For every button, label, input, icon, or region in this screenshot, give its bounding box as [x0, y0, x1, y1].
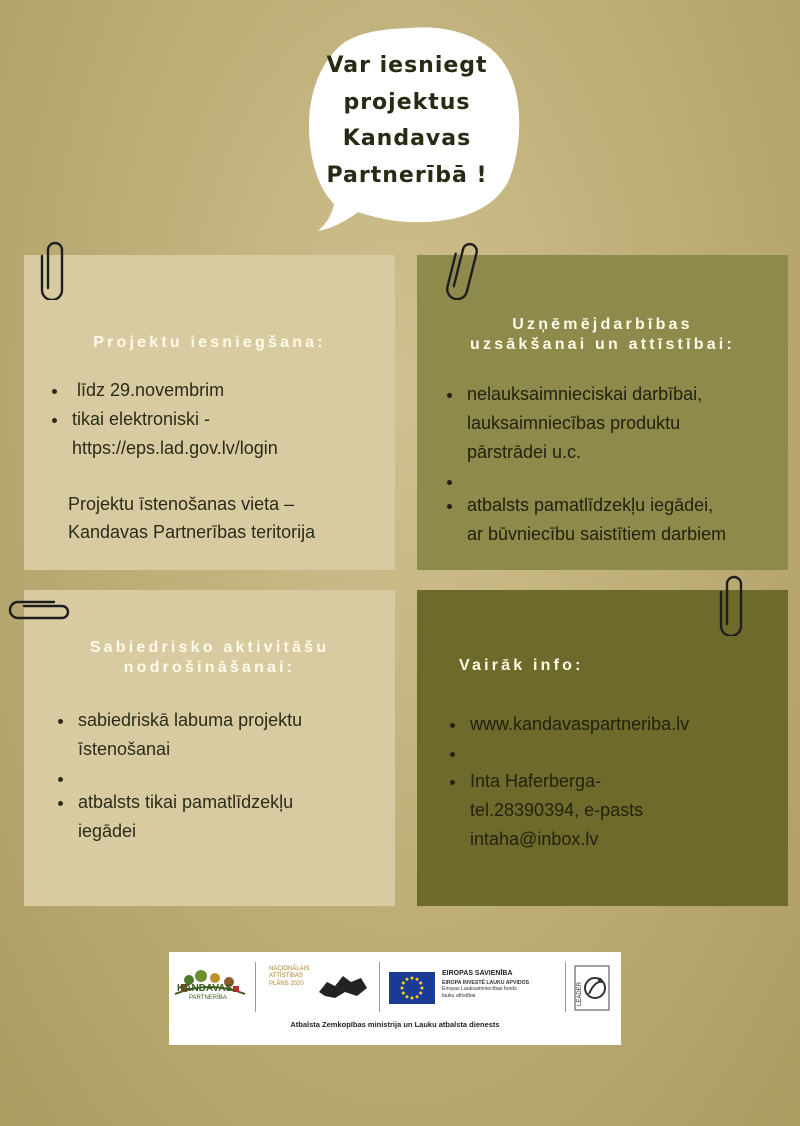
- website-link[interactable]: www.kandavaspartneriba.lv: [470, 714, 690, 734]
- card-heading: Sabiedrisko aktivitāšu nodrošināšanai:: [89, 639, 330, 676]
- list-item: sabiedriskā labuma projektu īstenošanai: [58, 706, 302, 764]
- list-item: Inta Haferberga- tel.28390394, e-pasts intaha@inbox.lv: [450, 767, 689, 854]
- leader-logo: [573, 964, 611, 1012]
- kandavas-logo-text: KANDAVAS: [177, 983, 233, 994]
- svg-text:LEADER: LEADER: [577, 981, 583, 1006]
- bubble-line-1: Var iesniegt: [326, 53, 488, 78]
- spacer: [450, 739, 689, 767]
- divider: [379, 962, 380, 1012]
- eu-flag-icon: [389, 972, 435, 1004]
- card-uznemejdarbibas: [417, 255, 788, 570]
- logos-strip: [169, 952, 621, 1045]
- card-vairak-info: [417, 590, 788, 906]
- bubble-line-4: Partnerībā !: [326, 162, 488, 188]
- card-projektu-iesniegsana: [24, 255, 395, 570]
- card-heading: Projektu iesniegšana:: [93, 334, 326, 351]
- latvia-map-icon: [317, 968, 369, 1004]
- list-item: atbalsts pamatlīdzekļu iegādei, ar būvniecību saistītiem darbiem: [447, 491, 726, 549]
- card-list: [58, 706, 302, 846]
- email-link[interactable]: intaha@inbox.lv: [470, 829, 599, 849]
- paperclip-icon: [716, 574, 746, 636]
- paperclip-icon: [446, 240, 480, 300]
- card-heading: Vairāk info:: [459, 657, 584, 674]
- divider: [565, 962, 566, 1012]
- list-item: [450, 710, 689, 739]
- divider: [255, 962, 256, 1012]
- list-item: atbalsts tikai pamatlīdzekļu iegādei: [58, 788, 302, 846]
- list-item: līdz 29.novembrim: [52, 376, 278, 405]
- bubble-line-3: Kandavas: [342, 126, 472, 151]
- list-item: tikai elektroniski - https://eps.lad.gov.lv/login: [52, 405, 278, 463]
- bubble-title: [322, 48, 492, 194]
- list-item: nelauksaimnieciskai darbībai, lauksaimniecības produktu pārstrādei u.c.: [447, 380, 726, 467]
- paperclip-icon: [38, 240, 66, 300]
- card-list: [447, 380, 726, 549]
- spacer: [58, 764, 302, 788]
- nap-2020-logo-text: NACIONĀLAIS ATTĪSTĪBAS PLĀNS 2020: [269, 966, 310, 987]
- card-sabiedrisko-aktivitasu: [24, 590, 395, 906]
- card-list: [450, 710, 689, 854]
- card-note: Projektu īstenošanas vieta – Kandavas Partnerības teritorija: [68, 494, 316, 542]
- card-heading: Uzņēmējdarbības uzsākšanai un attīstībai:: [470, 316, 735, 353]
- spacer: [447, 467, 726, 491]
- eu-title: EIROPAS SAVIENĪBA: [442, 970, 513, 977]
- card-list: [52, 376, 278, 463]
- link-eps[interactable]: https://eps.lad.gov.lv/login: [72, 438, 278, 458]
- bubble-line-2: projektus: [343, 89, 471, 115]
- paperclip-icon: [8, 597, 72, 623]
- logos-footer-text: Atbalsta Zemkopības ministrija un Lauku atbalsta dienests: [290, 1020, 500, 1029]
- eu-subtitle: EIROPA INVESTĒ LAUKU APVIDOS Eiropas Lauksaimniecības fonds lauku attīstībai: [442, 980, 530, 999]
- kandavas-logo-subtext: PARTNERĪBA: [189, 995, 227, 1001]
